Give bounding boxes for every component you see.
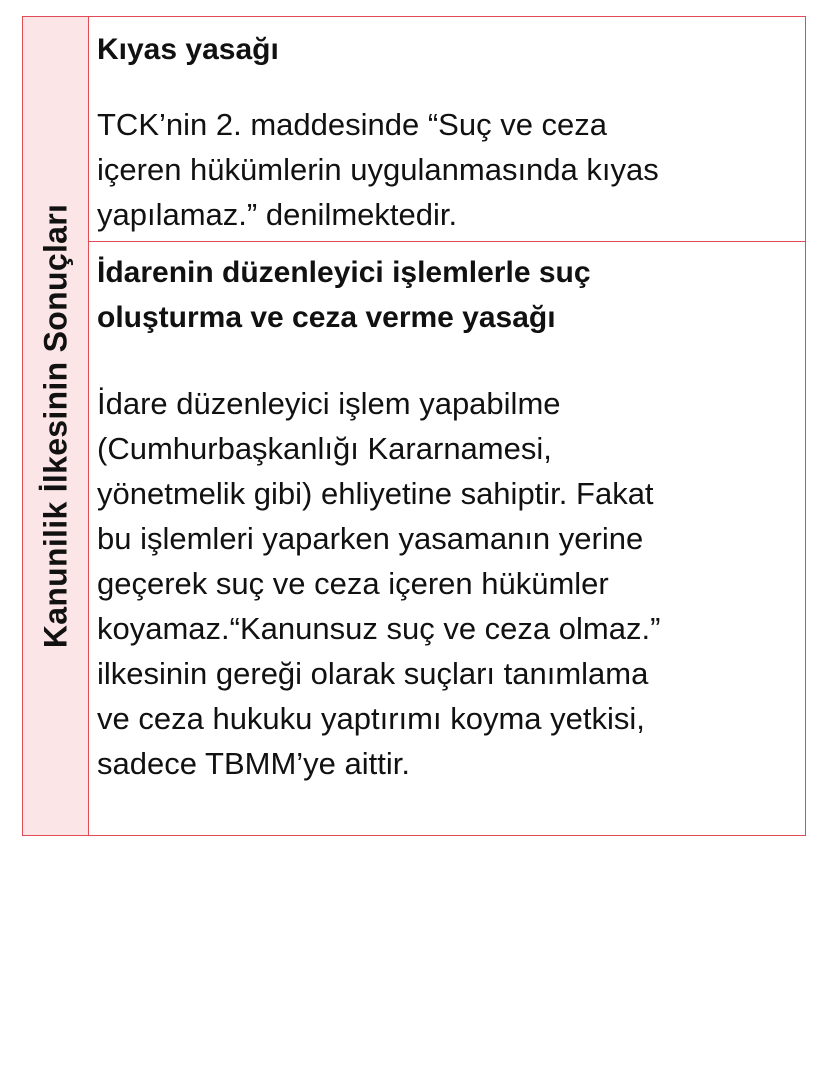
section-body: İdare düzenleyici işlem yapabilme (Cumhurbaşkanlığı Kararnamesi, yönetmelik gibi) ehliyetine sahiptir. Fakat bu işlemleri yaparken yasamanın yerine geçerek suç ve ceza içeren hükümler koyamaz.“Kanunsuz suç ve ceza olmaz.” ilkesinin gereği olarak suçları tanımlama ve ceza hukuku yaptırımı koyma yetkisi, sadece TBMM’ye aittir.	[97, 386, 661, 781]
info-table	[22, 16, 806, 836]
section-idare-yasagi	[89, 242, 805, 835]
section-body: TCK’nin 2. maddesinde “Suç ve ceza içeren hükümlerin uygulanmasında kıyas yapılamaz.” denilmektedir.	[97, 107, 659, 232]
section-title: İdarenin düzenleyici işlemlerle suç oluşturma ve ceza verme yasağı	[97, 256, 591, 334]
side-header-cell	[23, 17, 89, 835]
section-title: Kıyas yasağı	[97, 33, 279, 66]
section-kiyas-yasagi	[89, 17, 805, 242]
side-header-label: Kanunilik İlkesinin Sonuçları	[37, 203, 73, 649]
